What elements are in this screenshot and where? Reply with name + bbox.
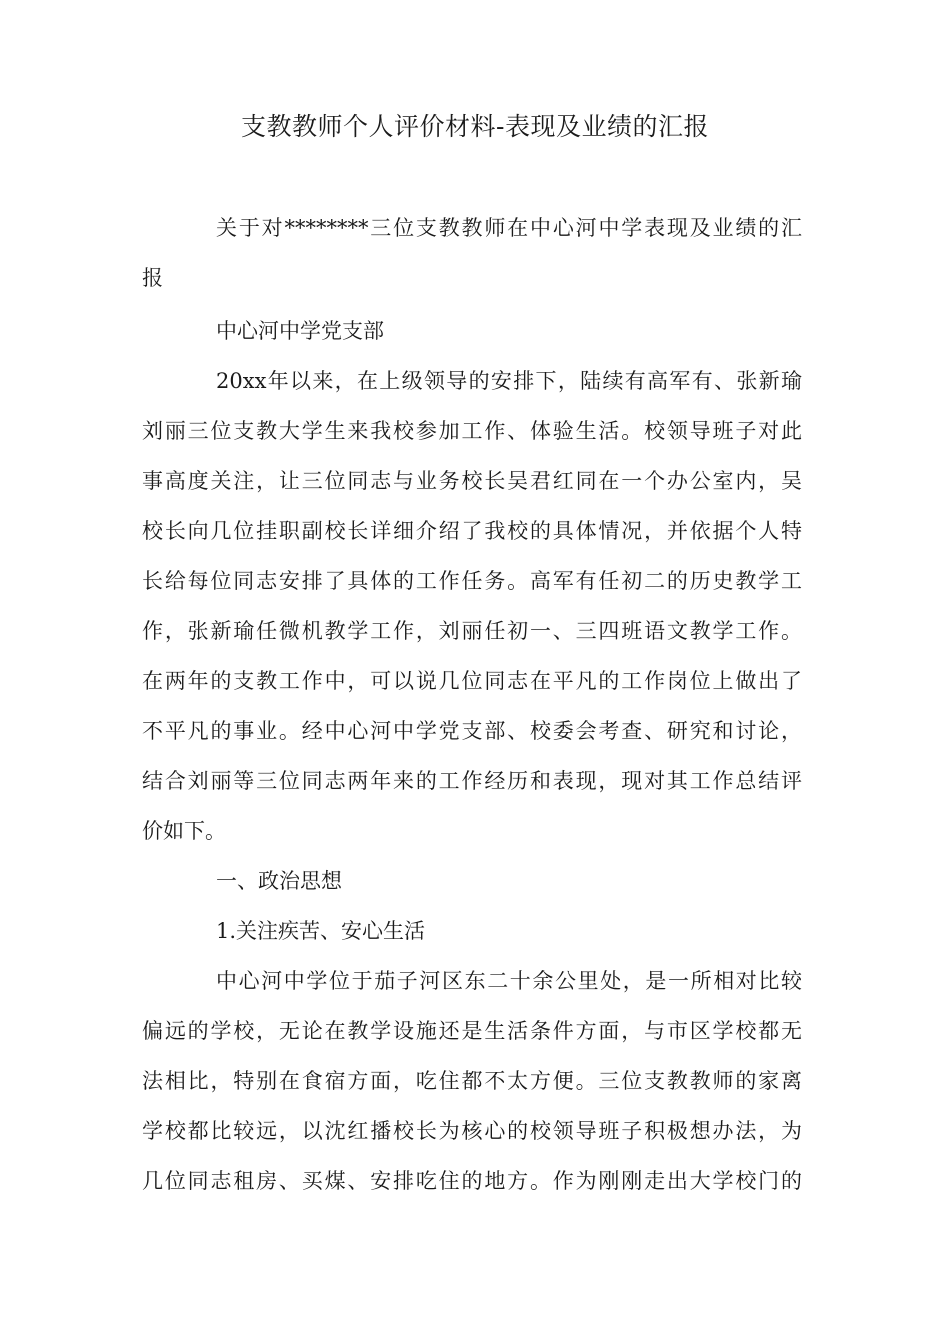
paragraph-line: 价如下。 [142, 819, 226, 843]
paragraph-line: 刘丽三位支教大学生来我校参加工作、体验生活。校领导班子对此 [142, 419, 802, 443]
paragraph-line: 几位同志租房、买煤、安排吃住的地方。作为刚刚走出大学校门的 [142, 1169, 802, 1193]
paragraph-line: 在两年的支教工作中，可以说几位同志在平凡的工作岗位上做出了 [142, 669, 802, 693]
paragraph-line: 中心河中学位于茄子河区东二十余公里处，是一所相对比较 [216, 969, 802, 993]
subsection-heading: 1.关注疾苦、安心生活 [216, 919, 426, 943]
paragraph-line: 事高度关注，让三位同志与业务校长吴君红同在一个办公室内，吴 [142, 469, 802, 493]
section-heading: 一、政治思想 [216, 869, 342, 893]
document-body [142, 203, 802, 1206]
paragraph-line: 作，张新瑜任微机教学工作，刘丽任初一、三四班语文教学工作。 [142, 619, 802, 643]
paragraph-line: 20xx年以来，在上级领导的安排下，陆续有高军有、张新瑜 [216, 369, 802, 393]
paragraph-line: 长给每位同志安排了具体的工作任务。高军有任初二的历史教学工 [142, 569, 802, 593]
paragraph-line: 学校都比较远，以沈红播校长为核心的校领导班子积极想办法，为 [142, 1119, 802, 1143]
paragraph-line: 结合刘丽等三位同志两年来的工作经历和表现，现对其工作总结评 [142, 769, 802, 793]
paragraph-line: 法相比，特别在食宿方面，吃住都不太方便。三位支教教师的家离 [142, 1069, 802, 1093]
paragraph-line: 偏远的学校，无论在教学设施还是生活条件方面，与市区学校都无 [142, 1019, 802, 1043]
paragraph-line: 中心河中学党支部 [216, 319, 384, 343]
paragraph-line: 关于对********三位支教教师在中心河中学表现及业绩的汇 [216, 216, 802, 240]
paragraph-line: 报 [142, 266, 163, 290]
document-title: 支教教师个人评价材料-表现及业绩的汇报 [241, 112, 709, 141]
paragraph-line: 不平凡的事业。经中心河中学党支部、校委会考查、研究和讨论， [142, 719, 802, 743]
paragraph-line: 校长向几位挂职副校长详细介绍了我校的具体情况，并依据个人特 [142, 519, 802, 543]
